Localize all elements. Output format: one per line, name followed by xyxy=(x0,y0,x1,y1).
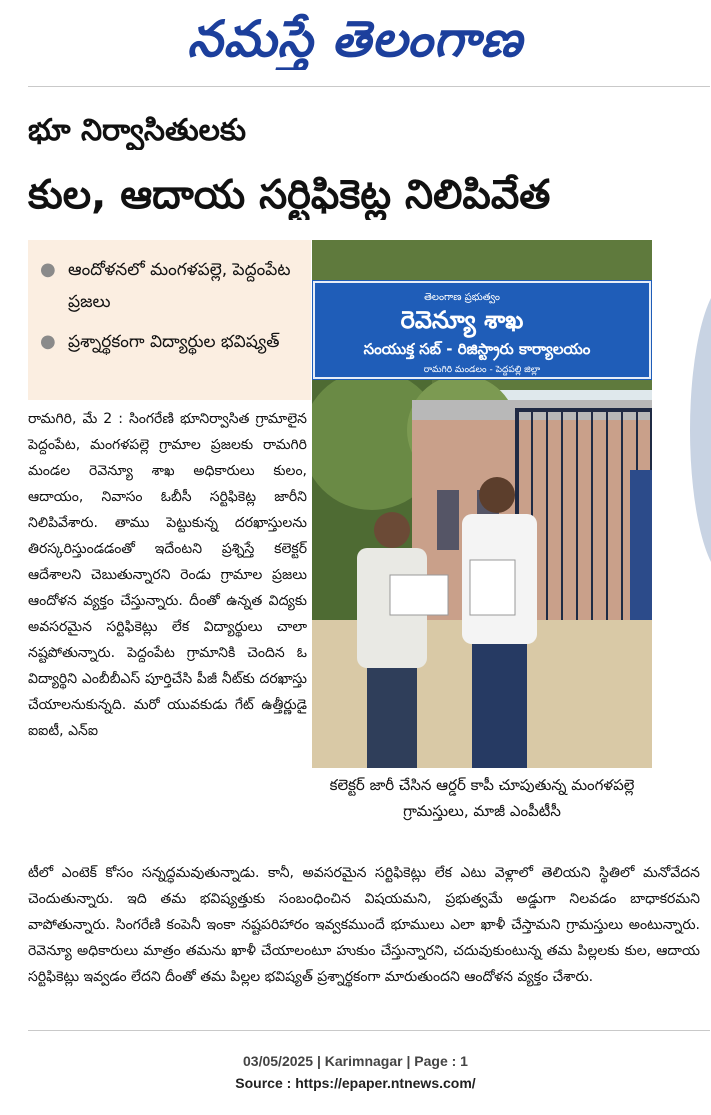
article-headline: కుల, ఆదాయ సర్టిఫికెట్ల నిలిపివేత xyxy=(28,172,551,218)
full-paragraph: టీలో ఎంటెక్ కోసం సన్నద్ధమవుతున్నాడు. కానీ, అవసరమైన సర్టిఫికెట్లు లేక ఎటు వెళ్లాలో తెలియని స్థితిలో మనోవేదన చెందుతున్నారు. ఇది తమ భవిష్యత్తుకు సంబంధించిన విషయమని, ప్రభుత్వమే అడ్డుగా నిలవడం బాధాకరమని వాపోతున్నారు. సింగరేణి కంపెనీ ఇంకా నష్టపరిహారం ఇవ్వకముందే భూములు ఎలా ఖాళీ చేస్తామని గ్రామస్తులు అంటున్నారు. రెవెన్యూ అధికారులు మాత్రం తమను ఖాళీ చేయాలంటూ హుకుం చేస్తున్నారని, చదువుకుంటున్న తమ పిల్లలకు కుల, ఆదాయ సర్టిఫికెట్లు ఇవ్వడం లేదని దీంతో తమ పిల్లల భవిష్యత్ ప్రశ్నార్థకంగా మారుతుందని ఆందోళన వ్యక్తం చేశారు. xyxy=(28,865,700,985)
decorative-arc xyxy=(690,280,711,580)
highlights-box xyxy=(28,240,311,400)
footer-divider xyxy=(28,1030,710,1031)
board-line2: రెవెన్యూ శాఖ xyxy=(400,306,524,334)
masthead-divider xyxy=(28,86,710,87)
footer xyxy=(0,1050,711,1094)
bullet-icon: ● xyxy=(40,259,56,280)
article-kicker: భూ నిర్వాసితులకు xyxy=(28,113,246,148)
highlight-text: ప్రశ్నార్థకంగా విద్యార్థుల భవిష్యత్ xyxy=(68,332,280,352)
article-full-width-text xyxy=(28,846,700,1004)
article-column-text xyxy=(28,406,307,744)
board-line4: రామగిరి మండలం - పెద్దపల్లి జిల్లా xyxy=(423,365,541,375)
column-paragraph: రామగిరి, మే 2 : సింగరేణి భూనిర్వాసిత గ్రామాలైన పెద్దంపేట, మంగళపల్లె గ్రామాల ప్రజలకు రామగిరి మండల రెవెన్యూ శాఖ అధికారులు కులం, ఆదాయం, నివాసం ఓబీసీ సర్టిఫికెట్ల జారీని నిలిపివేశారు. తాము పెట్టుకున్న దరఖాస్తులను తిరస్కరిస్తుండడంతో ఇదేంటని ప్రశ్నిస్తే కలెక్టర్ ఆదేశాలని చెబుతున్నారని రెండు గ్రామాల ప్రజలు ఆందోళన వ్యక్తం చేస్తున్నారు. దీంతో ఉన్నత విద్యకు అవసరమైన సర్టిఫికెట్లు లేక విద్యార్థులు చాలా నష్టపోతున్నారు. పెద్దంపేట గ్రామానికి చెందిన ఓ విద్యార్థిని ఎంబీబీఎస్ పూర్తిచేసి పీజీ నీట్‌కు దరఖాస్తు చేయాలనుకున్నది. మరో యువకుడు గేట్ ఉత్తీర్ణుడై ఐఐటీ, ఎన్ఐ xyxy=(28,411,307,739)
footer-edition-info: 03/05/2025 | Karimnagar | Page : 1 xyxy=(243,1053,468,1069)
article-photo xyxy=(312,240,652,768)
newspaper-name: నమస్తే తెలంగాణ xyxy=(187,9,523,68)
board-line3: సంయుక్త సబ్ - రిజిస్ట్రారు కార్యాలయం xyxy=(363,340,591,358)
masthead xyxy=(0,0,711,80)
footer-source-link[interactable]: Source : https://epaper.ntnews.com/ xyxy=(235,1075,476,1091)
bullet-icon: ● xyxy=(40,331,56,352)
photo-caption: కలెక్టర్ జారీ చేసిన ఆర్డర్ కాపీ చూపుతున్న మంగళపల్లె గ్రామస్తులు, మాజీ ఎంపీటీసీ xyxy=(329,776,635,820)
board-line1: తెలంగాణ ప్రభుత్వం xyxy=(424,292,500,303)
highlight-text: ఆందోళనలో మంగళపల్లె, పెద్దంపేట ప్రజలు xyxy=(68,260,291,312)
